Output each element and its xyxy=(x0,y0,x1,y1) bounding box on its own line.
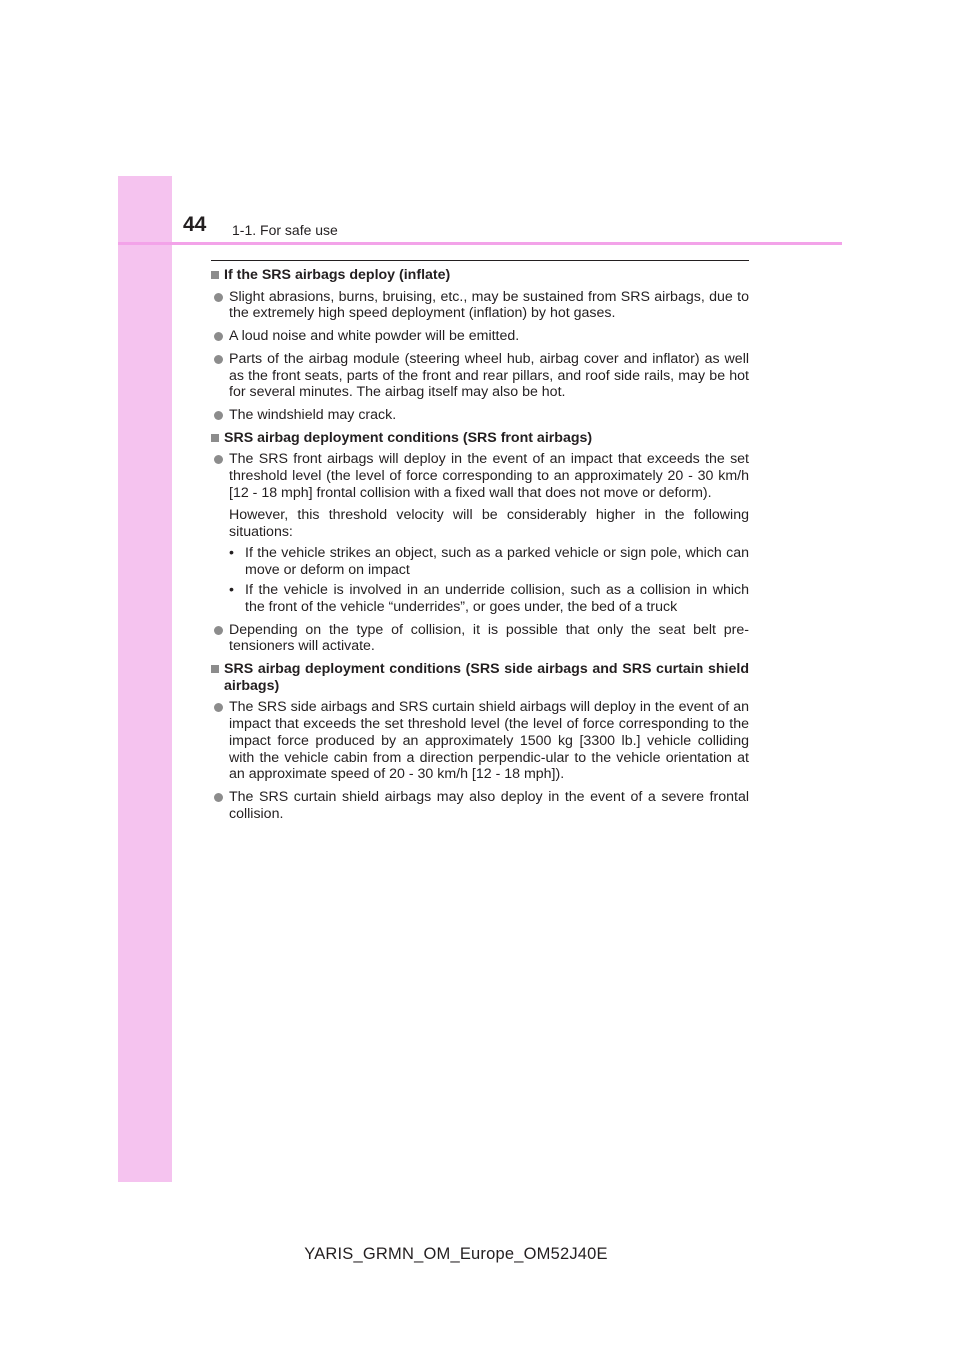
list-item: The SRS side airbags and SRS curtain shield airbags will deploy in the event of an impact that exceeds the set threshold level (the level of force corresponding to the impact force produced by an approximately 1500 kg [3300 lb.] vehicle colliding with the vehicle cabin from a direction perpendic-ular to the vehicle orientation at an approximate speed of 20 - 30 km/h [12 - 18 mph]). xyxy=(211,699,749,783)
circle-bullet-icon xyxy=(214,793,223,802)
section-title: 1-1. For safe use xyxy=(232,222,338,238)
circle-bullet-icon xyxy=(214,703,223,712)
list-item: Parts of the airbag module (steering wheel hub, airbag cover and inflator) as well as the front seats, parts of the front and rear pillars, and roof side rails, may be hot for several minutes. The airbag itself may also be hot. xyxy=(211,351,749,401)
list-item: A loud noise and white powder will be emitted. xyxy=(211,328,749,345)
list-item: The SRS curtain shield airbags may also deploy in the event of a severe frontal collision. xyxy=(211,789,749,822)
paragraph: However, this threshold velocity will be considerably higher in the following situations: xyxy=(229,507,749,541)
square-bullet-icon xyxy=(211,665,219,673)
list-item: Depending on the type of collision, it is possible that only the seat belt pre-tensioners will activate. xyxy=(211,622,749,655)
circle-bullet-icon xyxy=(214,355,223,364)
section-side-curtain-airbag-conditions xyxy=(211,661,749,822)
circle-bullet-icon xyxy=(214,332,223,341)
circle-bullet-icon xyxy=(214,626,223,635)
list-item: Slight abrasions, burns, bruising, etc., may be sustained from SRS airbags, due to the extremely high speed deployment (inflation) by hot gases. xyxy=(211,289,749,322)
sub-list-item: • If the vehicle is involved in an underride collision, such as a collision in which the front of the vehicle “underrides”, or goes under, the bed of a truck xyxy=(229,582,749,615)
section-heading: If the SRS airbags deploy (inflate) xyxy=(211,267,749,284)
header-rule xyxy=(118,242,842,245)
page-number: 44 xyxy=(183,213,207,236)
section-heading: SRS airbag deployment conditions (SRS front airbags) xyxy=(211,430,749,447)
bullet-marker: • xyxy=(229,582,234,599)
square-bullet-icon xyxy=(211,434,219,442)
footer-document-id: YARIS_GRMN_OM_Europe_OM52J40E xyxy=(304,1245,608,1263)
bullet-marker: • xyxy=(229,544,234,561)
content-top-rule xyxy=(211,260,749,261)
page-content xyxy=(211,267,749,828)
list-item: The windshield may crack. xyxy=(211,407,749,424)
circle-bullet-icon xyxy=(214,455,223,464)
section-front-airbag-conditions xyxy=(211,430,749,655)
section-heading: SRS airbag deployment conditions (SRS side airbags and SRS curtain shield airbags) xyxy=(211,661,749,694)
list-item: The SRS front airbags will deploy in the event of an impact that exceeds the set threshold level (the level of force corresponding to an approximately 20 - 30 km/h [12 - 18 mph] frontal collision with a fixed wall that does not move or deform). However, this threshold velocity will be considerably higher in the following situations: • If the vehicle strikes an object, such as a parked vehicle or sign pole, which can move or deform on impact • If the vehicle is involved in an underride collision, such as a collision in which the front of the vehicle “underrides”, or goes under, the bed of a truck xyxy=(211,451,749,615)
square-bullet-icon xyxy=(211,271,219,279)
sub-list-item: • If the vehicle strikes an object, such as a parked vehicle or sign pole, which can move or deform on impact xyxy=(229,544,749,578)
side-color-band xyxy=(118,176,172,1182)
circle-bullet-icon xyxy=(214,411,223,420)
section-airbag-deploy xyxy=(211,267,749,424)
circle-bullet-icon xyxy=(214,293,223,302)
